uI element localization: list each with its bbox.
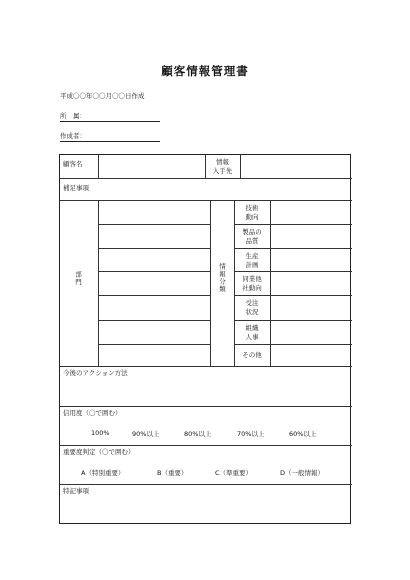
row-divider — [60, 200, 352, 201]
category-divider — [234, 320, 352, 321]
importance-option-c[interactable]: C（準重要） — [215, 469, 253, 477]
category-competitor-trend: 同業他 社動向 — [242, 275, 262, 292]
col-divider — [98, 200, 99, 366]
row-divider — [60, 445, 352, 446]
dept-row-divider — [98, 224, 210, 225]
row-divider — [60, 484, 352, 485]
category-divider — [234, 271, 352, 272]
category-divider — [234, 248, 352, 249]
department-label: 部門 — [74, 271, 82, 286]
category-divider — [234, 295, 352, 296]
info-source-label: 情報 入手先 — [212, 158, 233, 175]
creation-date: 平成〇〇年〇〇月〇〇日作成 — [60, 92, 145, 100]
importance-option-d[interactable]: D（一般情報） — [280, 469, 325, 477]
dept-row-divider — [98, 295, 210, 296]
info-category-label: 情報分類 — [218, 263, 226, 293]
col-divider — [210, 200, 211, 366]
trust-option-60[interactable]: 60%以上 — [289, 430, 317, 438]
trust-option-100[interactable]: 100% — [91, 429, 110, 437]
trust-level-label: 信用度（〇で囲む） — [63, 409, 122, 417]
importance-option-a[interactable]: A（特別重要） — [81, 469, 125, 477]
category-production-plan: 生産 計画 — [245, 252, 259, 269]
category-product-quality: 製品の 品質 — [242, 228, 262, 245]
category-org-personnel: 組織 人事 — [245, 324, 259, 341]
customer-info-form — [59, 154, 351, 524]
row-divider — [60, 178, 352, 179]
row-divider — [60, 406, 352, 407]
customer-name-label: 顧客名 — [63, 160, 83, 168]
trust-option-90[interactable]: 90%以上 — [132, 430, 160, 438]
row-divider — [60, 366, 352, 367]
dept-row-divider — [98, 248, 210, 249]
dept-row-divider — [98, 344, 210, 345]
col-divider — [270, 200, 271, 366]
document-title: 顧客情報管理書 — [161, 64, 249, 78]
col-divider — [240, 155, 241, 178]
affiliation-field: 所 属： — [60, 111, 160, 122]
importance-label: 重要度判定（〇で囲む） — [63, 448, 135, 456]
category-other: その他 — [242, 351, 262, 359]
importance-option-b[interactable]: B（重要） — [157, 469, 188, 477]
category-divider — [234, 344, 352, 345]
dept-row-divider — [98, 320, 210, 321]
supplement-label: 補足事項 — [63, 184, 89, 192]
category-tech-trend: 技術 動向 — [245, 204, 259, 221]
dept-row-divider — [98, 271, 210, 272]
col-divider — [98, 155, 99, 178]
trust-option-70[interactable]: 70%以上 — [237, 430, 265, 438]
special-notes-label: 特記事項 — [63, 487, 89, 495]
future-action-label: 今後のアクション方法 — [63, 369, 128, 377]
author-field: 作成者： — [60, 131, 160, 142]
category-divider — [234, 224, 352, 225]
category-order-status: 受注 状況 — [245, 299, 259, 316]
trust-option-80[interactable]: 80%以上 — [184, 430, 212, 438]
